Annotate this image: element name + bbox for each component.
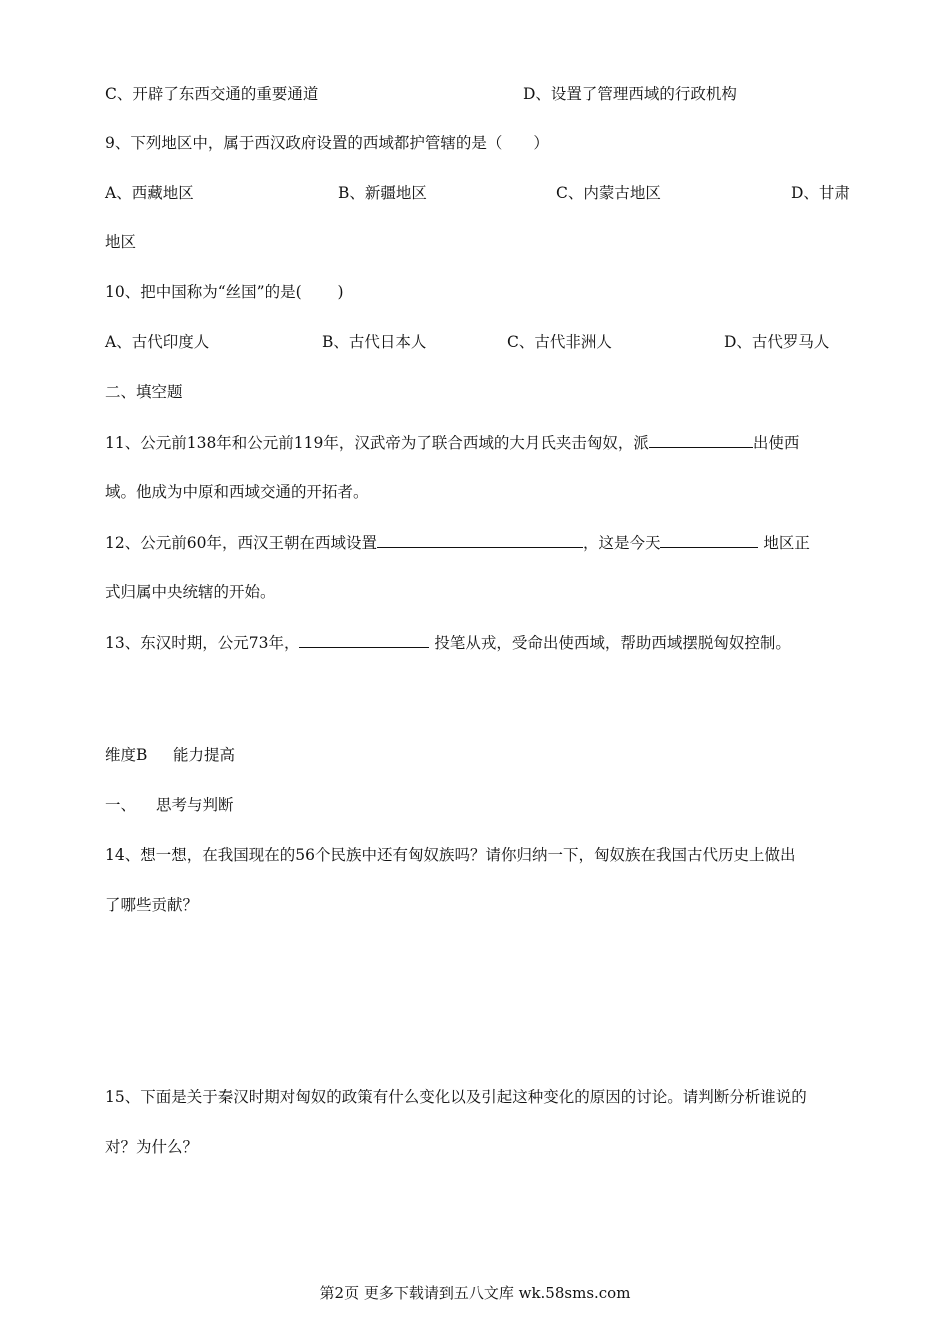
q13-text-a: 13、东汉时期，公元73年， [105, 634, 300, 652]
q12-text-c: 地区正 [758, 534, 810, 552]
q12-line1 [105, 532, 810, 553]
subsection-number: 一、 [105, 796, 137, 814]
q13-text-b: 投笔从戎，受命出使西域，帮助西域摆脱匈奴控制。 [429, 634, 791, 652]
q11-blank[interactable] [649, 432, 753, 448]
dimension-b-label: 维度B [105, 746, 148, 764]
q9-stem: 9、下列地区中，属于西汉政府设置的西域都护管辖的是（ ） [105, 134, 549, 152]
section-fill-in-title: 二、填空题 [105, 383, 183, 401]
q9-option-d-continued: 地区 [105, 233, 137, 251]
q11-text-a: 11、公元前138年和公元前119年，汉武帝为了联合西域的大月氏夹击匈奴，派 [105, 434, 649, 452]
q10-option-c: C、古代非洲人 [507, 333, 612, 351]
q9-option-b: B、新疆地区 [338, 184, 427, 202]
q14-line1: 14、想一想，在我国现在的56个民族中还有匈奴族吗？请你归纳一下，匈奴族在我国古代历史上做出 [105, 846, 796, 864]
q13-blank[interactable] [299, 632, 429, 648]
dimension-b-title: 能力提高 [173, 746, 236, 764]
q10-option-d: D、古代罗马人 [724, 333, 830, 351]
q12-text-b: ，这是今天 [582, 534, 661, 552]
q11-text-b: 出使西 [752, 434, 800, 452]
q10-stem: 10、把中国称为“丝国”的是( ) [105, 283, 344, 301]
q9-option-c: C、内蒙古地区 [556, 184, 661, 202]
q12-text-a: 12、公元前60年，西汉王朝在西域设置 [105, 534, 377, 552]
q10-option-b: B、古代日本人 [322, 333, 427, 351]
q12-blank-2[interactable] [660, 532, 758, 548]
subsection-title: 思考与判断 [156, 796, 234, 814]
q10-option-a: A、古代印度人 [105, 333, 210, 351]
q14-line2: 了哪些贡献？ [105, 896, 199, 914]
q15-line1: 15、下面是关于秦汉时期对匈奴的政策有什么变化以及引起这种变化的原因的讨论。请判断分析谁说的 [105, 1088, 807, 1106]
q8-option-d: D、设置了管理西域的行政机构 [523, 85, 737, 103]
q11-line2: 域。他成为中原和西域交通的开拓者。 [105, 483, 369, 501]
q15-line2: 对？为什么？ [105, 1138, 199, 1156]
q9-option-a: A、西藏地区 [105, 184, 194, 202]
q9-option-d: D、甘肃 [791, 184, 850, 202]
q11-line1 [105, 432, 799, 453]
q13-line [105, 632, 791, 653]
q12-line2: 式归属中央统辖的开始。 [105, 583, 276, 601]
q12-blank-1[interactable] [377, 532, 583, 548]
page-footer: 第2页 更多下载请到五八文库 wk.58sms.com [319, 1284, 631, 1302]
q8-option-c: C、开辟了东西交通的重要通道 [105, 85, 319, 103]
